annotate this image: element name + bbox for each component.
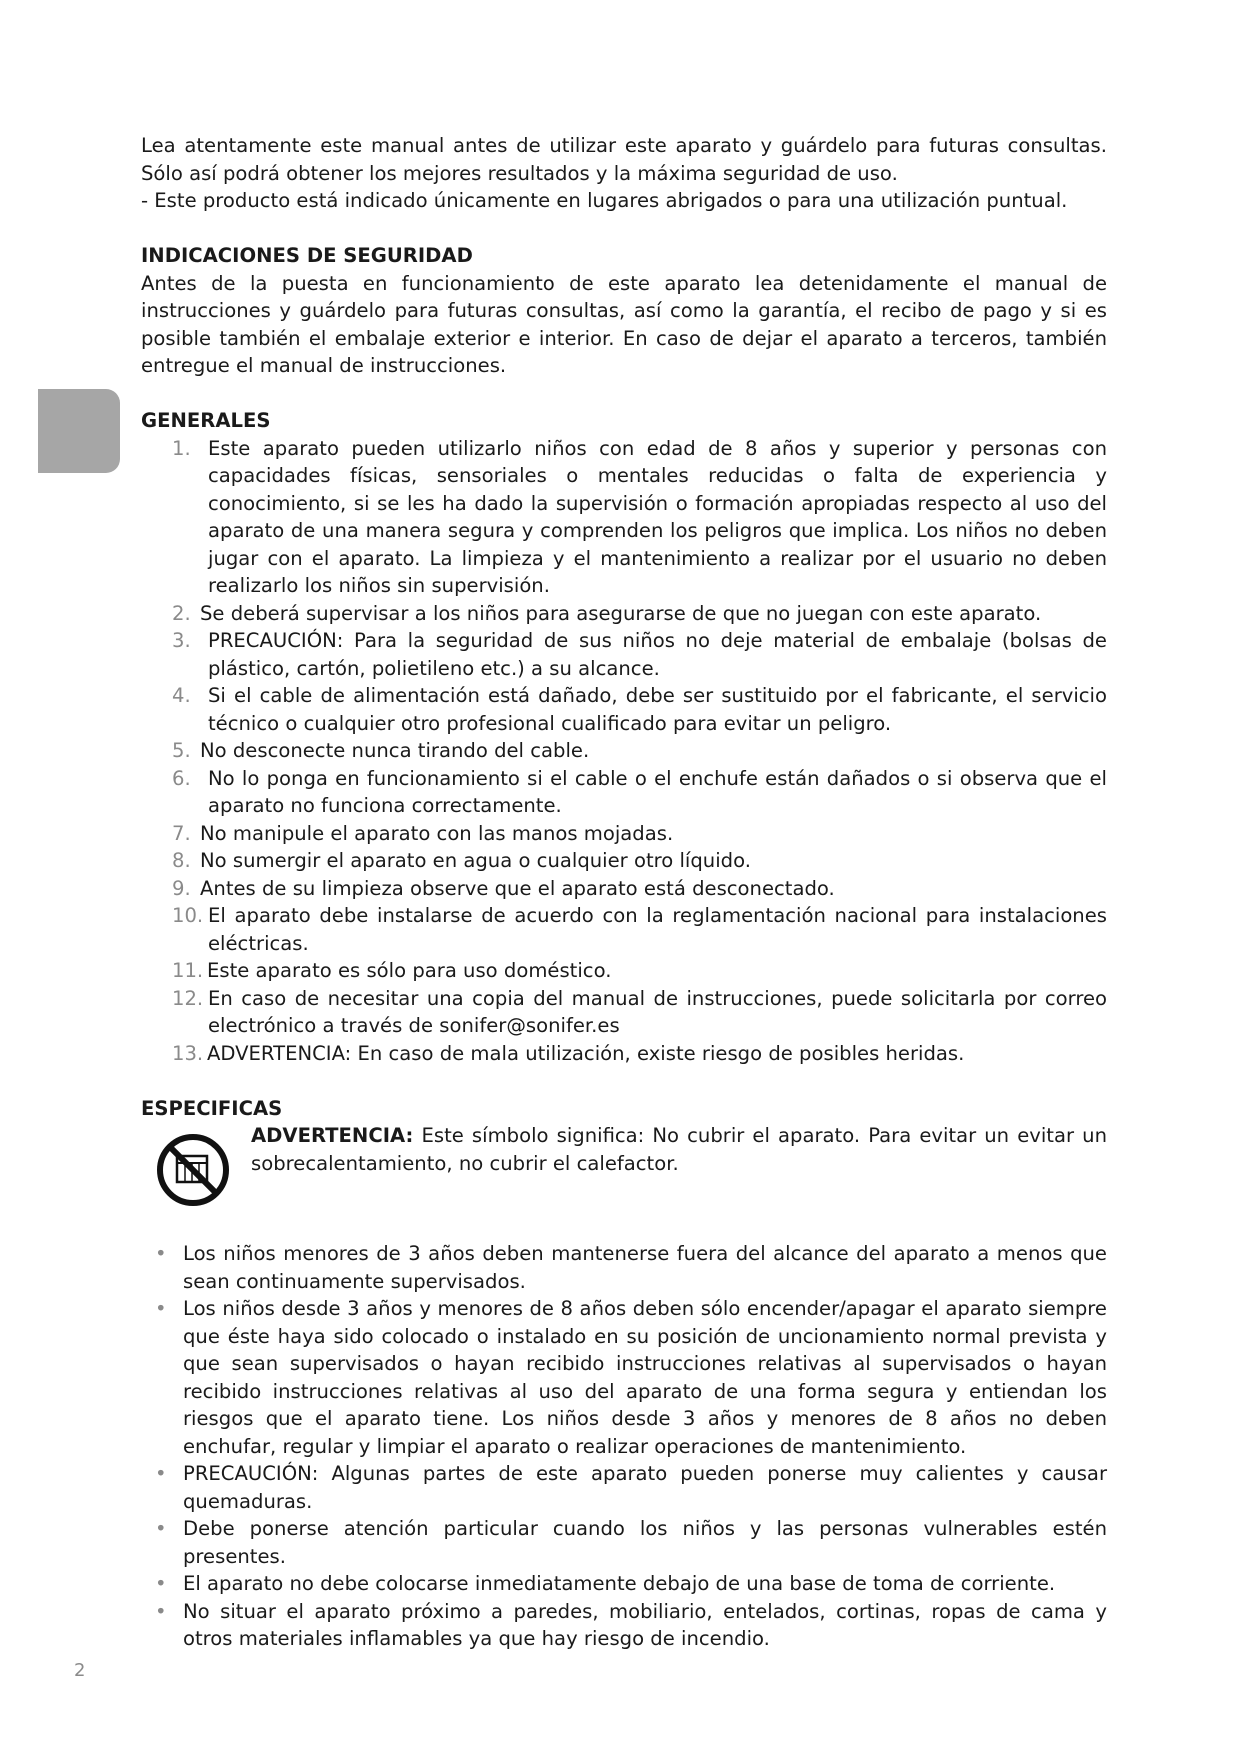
warning-text: ADVERTENCIA: Este símbolo significa: No cubrir el aparato. Para evitar un evitar un sobrecalentamiento, no cubrir el calefactor. — [251, 1124, 1107, 1175]
general-list — [141, 435, 1107, 1068]
list-item: 1. Este aparato pueden utilizarlo niños con edad de 8 años y superior y personas con capacidades físicas, sensoriales o mentales reducidas o falta de experiencia y conocimiento, si se les ha dado la supervisión o formación apropiadas respecto al uso del aparato de una manera segura y comprenden los peligros que implica. Los niños no deben jugar con el aparato. La limpieza y el mantenimiento a realizar por el usuario no deben realizarlo los niños sin supervisión. — [172, 436, 1107, 597]
warning-block — [141, 1122, 1107, 1218]
bullet-item: • No situar el aparato próximo a paredes, mobiliario, entelados, cortinas, ropas de cama y otros materiales inflamables ya que hay riesgo de incendio. — [155, 1599, 1107, 1650]
list-item: 3. PRECAUCIÓN: Para la seguridad de sus niños no deje material de embalaje (bolsas de plástico, cartón, polietileno etc.) a su alcance. — [172, 629, 1107, 680]
intro-note: - Este producto está indicado únicamente en lugares abrigados o para una utilización puntual. — [141, 189, 1068, 212]
list-item: 9. Antes de su limpieza observe que el aparato está desconectado. — [172, 876, 835, 900]
bullet-item: • PRECAUCIÓN: Algunas partes de este aparato pueden ponerse muy calientes y causar quemaduras. — [155, 1462, 1107, 1513]
intro-paragraph: Lea atentamente este manual antes de utilizar este aparato y guárdelo para futuras consultas. Sólo así podrá obtener los mejores resultados y la máxima seguridad de uso. — [141, 134, 1107, 185]
list-item: 7. No manipule el aparato con las manos mojadas. — [172, 821, 674, 845]
list-item: 11. Este aparato es sólo para uso doméstico. — [172, 959, 612, 982]
bullet-item: • Debe ponerse atención particular cuando los niños y las personas vulnerables estén presentes. — [155, 1517, 1107, 1568]
page-content — [141, 132, 1107, 1653]
no-cover-icon — [155, 1132, 231, 1208]
list-item: 4. Si el cable de alimentación está dañado, debe ser sustituido por el fabricante, el servicio técnico o cualquier otro profesional cualificado para evitar un peligro. — [172, 684, 1107, 735]
bullet-item: • Los niños menores de 3 años deben mantenerse fuera del alcance del aparato a menos que sean continuamente supervisados. — [155, 1242, 1107, 1293]
safety-text: Antes de la puesta en funcionamiento de este aparato lea detenidamente el manual de instrucciones y guárdelo para futuras consultas, así como la garantía, el recibo de pago y si es posible también el embalaje exterior e interior. En caso de dejar el aparato a terceros, también entregue el manual de instrucciones. — [141, 271, 1107, 377]
bullet-item: • Los niños desde 3 años y menores de 8 años deben sólo encender/apagar el aparato siempre que éste haya sido colocado o instalado en su posición de uncionamiento normal prevista y que sean supervisados o hayan recibido instrucciones relativas al supervisados o hayan recibido instrucciones relativas al uso del aparato de una forma segura y entiendan los riesgos que el aparato tiene. Los niños desde 3 años y menores de 8 años no deben enchufar, regular y limpiar el aparato o realizar operaciones de mantenimiento. — [155, 1297, 1107, 1458]
list-item: 2. Se deberá supervisar a los niños para asegurarse de que no juegan con este aparato. — [172, 601, 1042, 625]
general-heading: GENERALES — [141, 409, 271, 432]
list-item: 5. No desconecte nunca tirando del cable. — [172, 739, 590, 762]
list-item: 12. En caso de necesitar una copia del manual de instrucciones, puede solicitarla por correo electrónico a través de sonifer@sonifer.es — [172, 986, 1107, 1037]
page-number: 2 — [74, 1660, 86, 1681]
specific-bullets — [141, 1240, 1107, 1653]
list-item: 13. ADVERTENCIA: En caso de mala utilización, existe riesgo de posibles heridas. — [172, 1041, 965, 1065]
bullet-item: • El aparato no debe colocarse inmediatamente debajo de una base de toma de corriente. — [155, 1572, 1056, 1595]
list-item: 10. El aparato debe instalarse de acuerdo con la reglamentación nacional para instalaciones eléctricas. — [172, 904, 1107, 955]
specific-heading: ESPECIFICAS — [141, 1096, 283, 1120]
list-item: 6. No lo ponga en funcionamiento si el cable o el enchufe están dañados o si observa que el aparato no funciona correctamente. — [172, 766, 1107, 817]
list-item: 8. No sumergir el aparato en agua o cualquier otro líquido. — [172, 849, 751, 872]
safety-heading: INDICACIONES DE SEGURIDAD — [141, 244, 473, 267]
language-tab — [38, 389, 120, 473]
